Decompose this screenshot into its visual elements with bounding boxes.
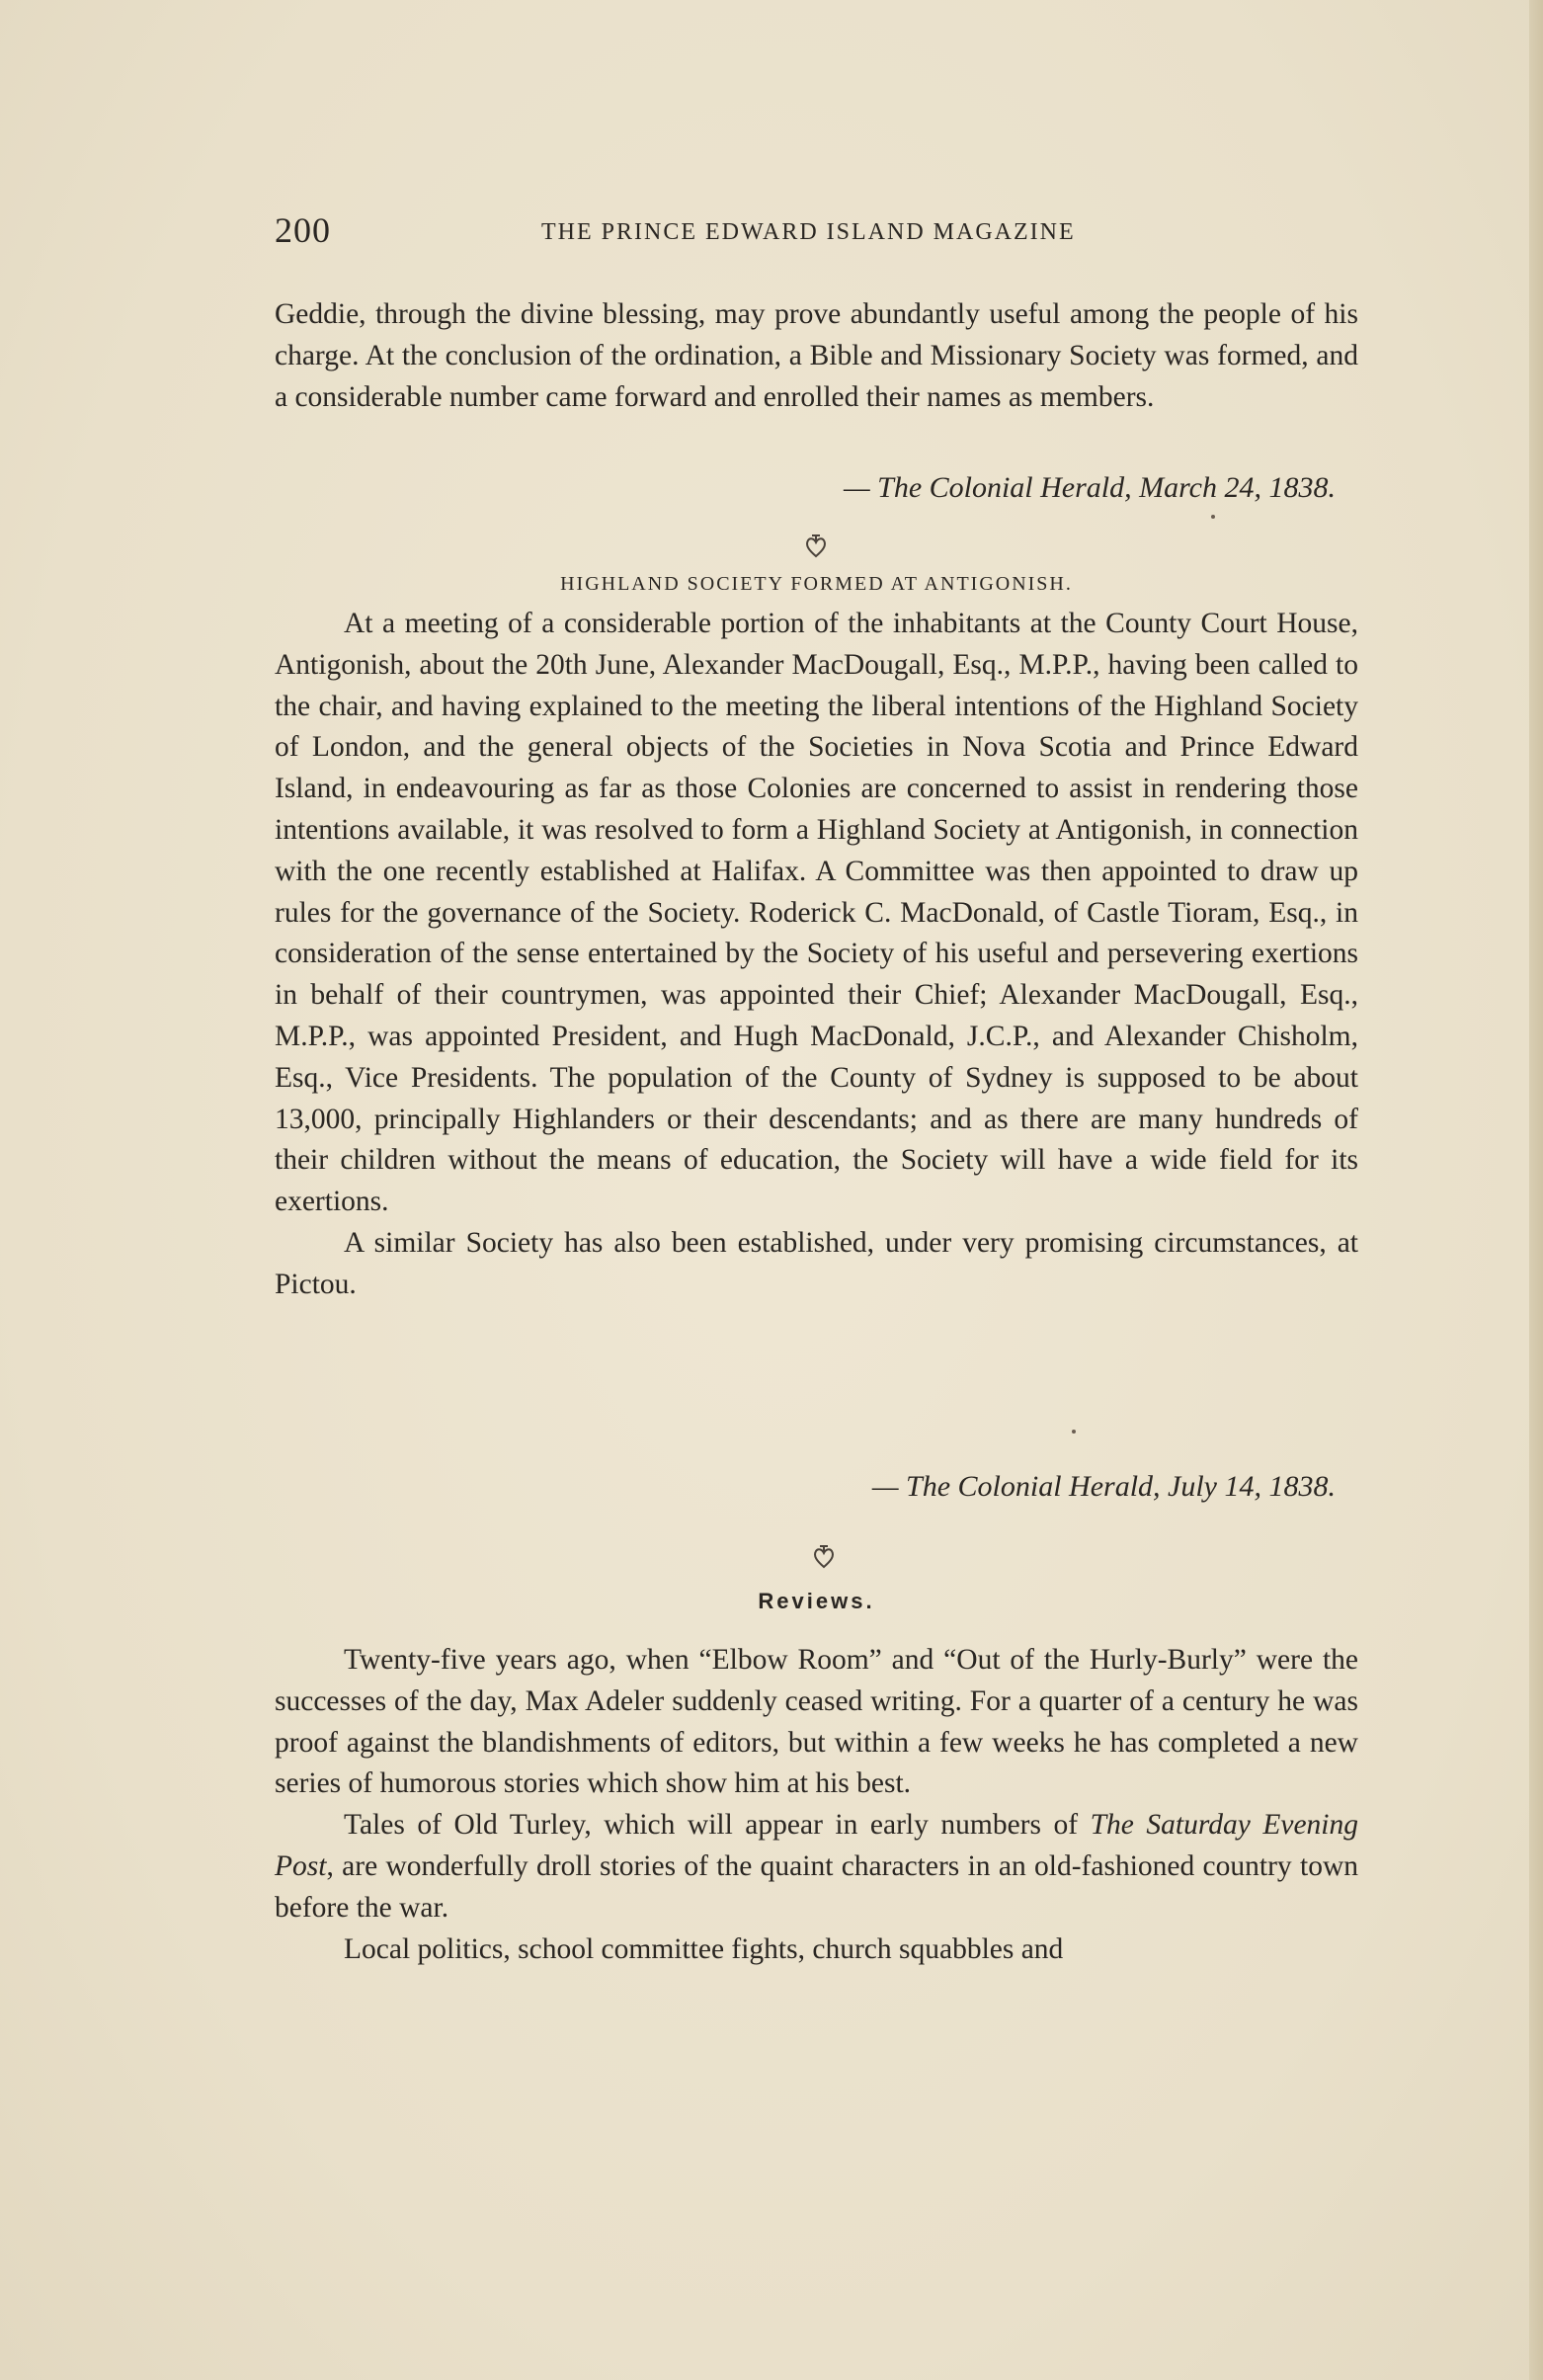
paper-speck — [1211, 515, 1215, 519]
reviews-paragraph-1: Twenty-five years ago, when “Elbow Room” and “Out of the Hurly-Burly” were the successes of the day, Max Adeler suddenly ceased writing. For a quarter of a century he was proof against the blandishments of editors, but within a few weeks he has completed a new series of humorous stories which show him at his best. — [275, 1644, 1358, 1800]
reviews-heading: Reviews. — [758, 1589, 875, 1613]
opening-section — [275, 294, 1358, 418]
flower-ornament-icon — [809, 1541, 839, 1571]
highland-source-citation: — The Colonial Herald, July 14, 1838. — [871, 1470, 1336, 1503]
opening-paragraph: Geddie, through the divine blessing, may prove abundantly useful among the people of his charge. At the conclusion of the ordination, a Bible and Missionary Society was formed, and a considerable number came forward and enrolled their names as members. — [275, 298, 1358, 413]
paper-speck — [1072, 1430, 1076, 1434]
page-edge — [1529, 0, 1543, 2380]
reviews-section — [275, 1640, 1358, 1970]
flower-ornament-icon — [801, 531, 831, 560]
running-title: THE PRINCE EDWARD ISLAND MAGAZINE — [541, 219, 1076, 245]
reviews-paragraph-2-end: , are wonderfully droll stories of the quaint characters in an old-fashioned country town before the war. — [275, 1849, 1358, 1924]
reviews-paragraph-3: Local politics, school committee fights, church squabbles and — [344, 1932, 1064, 1965]
magazine-title: The Saturday Evening Post — [275, 1809, 1358, 1882]
highland-paragraph-2: A similar Society has also been established, under very promising circumstances, at Pictou. — [275, 1226, 1358, 1300]
highland-section — [275, 604, 1358, 1306]
highland-paragraph-1: At a meeting of a considerable portion of the inhabitants at the County Court House, Antigonish, about the 20th June, Alexander MacDougall, Esq., M.P.P., having been called to the chair, and having explained to the meeting the liberal intentions of the Highland Society of London, and the general objects of the Societies in Nova Scotia and Prince Edward Island, in endeavouring as far as those Colonies are concerned to assist in rendering those intentions available, it was resolved to form a Highland Society at Antigonish, in connection with the one recently established at Halifax. A Committee was then appointed to draw up rules for the governance of the Society. Roderick C. MacDonald, of Castle Tioram, Esq., in consideration of the sense entertained by the Society of his useful and persevering exertions in behalf of their countrymen, was appointed their Chief; Alexander MacDougall, Esq., M.P.P., was appointed President, and Hugh MacDonald, J.C.P., and Alexander Chisholm, Esq., Vice Presidents. The population of the County of Sydney is supposed to be about 13,000, principally Highlanders or their descendants; and as there are many hundreds of their children without the means of education, the Society will have a wide field for its exertions. — [275, 608, 1358, 1218]
reviews-paragraph-2-start: Tales of Old Turley, which will appear in early numbers of — [344, 1809, 1091, 1842]
highland-heading: HIGHLAND SOCIETY FORMED AT ANTIGONISH. — [560, 573, 1073, 595]
page-header — [275, 209, 1262, 259]
opening-source-citation: — The Colonial Herald, March 24, 1838. — [843, 471, 1336, 504]
reviews-paragraph-2 — [275, 1805, 1358, 1929]
page-number: 200 — [275, 210, 331, 250]
